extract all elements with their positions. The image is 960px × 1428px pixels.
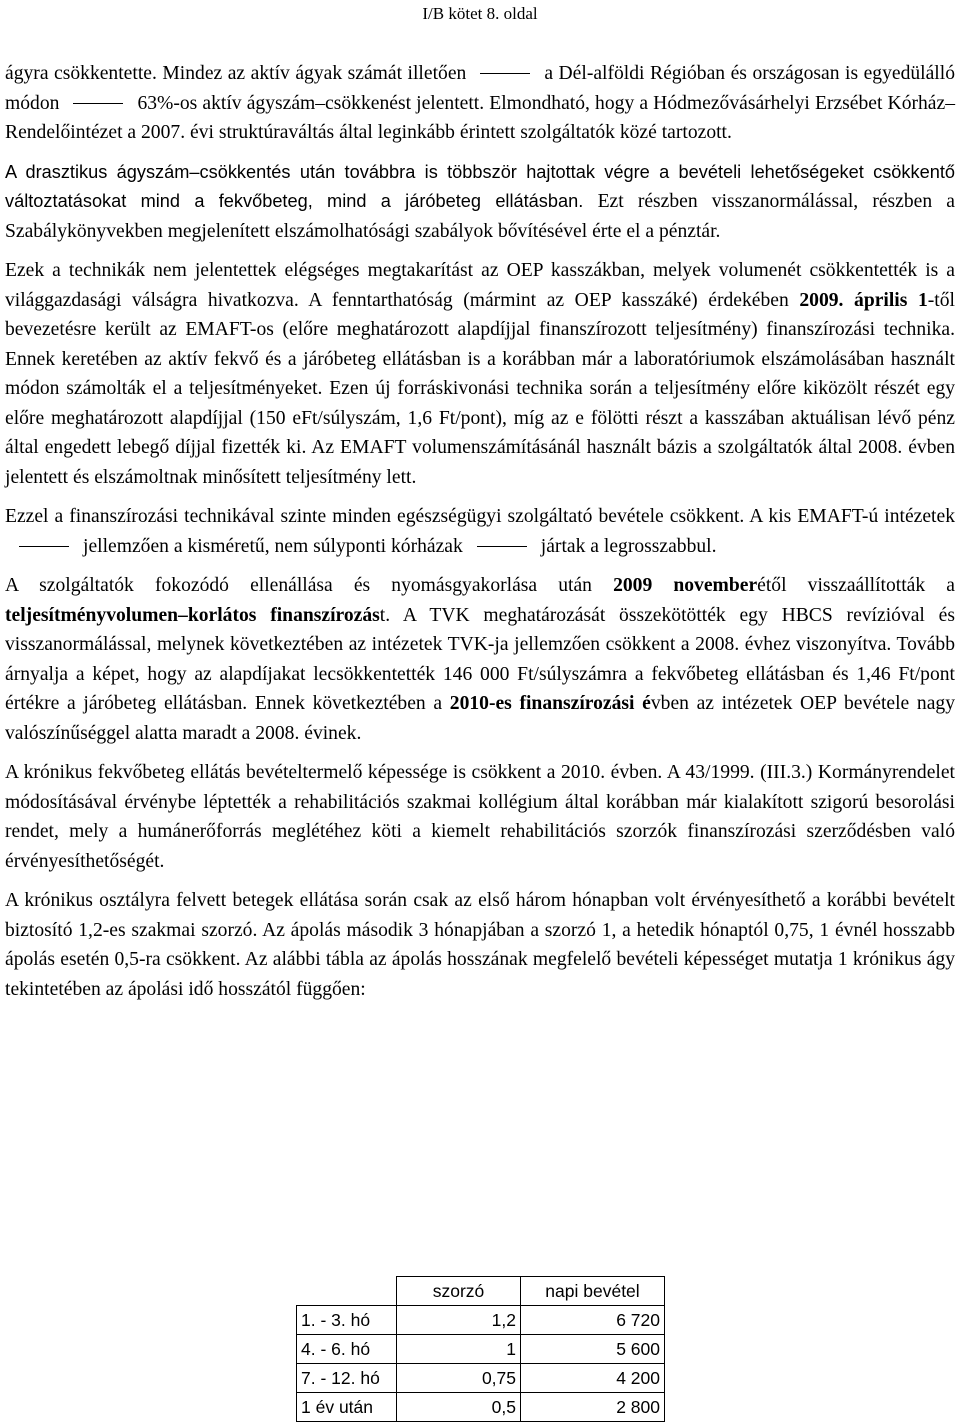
table-header-row xyxy=(297,1277,665,1306)
p2-text-a: A drasztikus ágyszám–csökkentés után továbbra is többször hajtottak végre a bevételi lehetőségeket csökkentő változtatásokat mind a fekvőbeteg, mind a járóbeteg ellátásban. xyxy=(5,161,955,211)
p3-text-c: -től bevezetésre került az EMAFT-os (előre meghatározott alapdíjjal finanszírozott teljesítmény) finanszírozási technika. Ennek keretében az aktív fekvő és a járóbeteg ellátásban is a korábban már a laboratóriumok elszámolásában használt módon számolták el a teljesítményeket. Ezen új forráskivonási technika során a teljesítmény előre kiközölt részét egy előre meghatározott alapdíjjal (150 eFt/súlyszám, 1,6 Ft/pont), míg az e fölötti részt a kasszában aktuálisan lévő pénz által engedett lebegő díjjal fizették ki. Az EMAFT volumenszámításánál használt bázis a szolgáltatók által 2008. évben jelentett és elszámoltnak minősített teljesítmény lett. xyxy=(5,289,955,488)
paragraph-4 xyxy=(5,502,955,561)
p3-bold-year: 2009. xyxy=(799,289,844,311)
table-corner-cell xyxy=(297,1277,397,1306)
row-daily-revenue: 4 200 xyxy=(521,1364,665,1393)
p4-text-b: jellemzően a kisméretű, nem súlyponti kórházak xyxy=(83,535,463,557)
paragraph-1 xyxy=(5,59,955,148)
em-dash-line xyxy=(19,546,69,547)
row-multiplier: 0,5 xyxy=(397,1393,521,1422)
table-row xyxy=(297,1306,665,1335)
p3-bold-day: 1 xyxy=(917,289,928,311)
p5-bold-year: 2010-es finanszírozási é xyxy=(449,693,651,714)
row-period: 1 év után xyxy=(297,1393,397,1422)
document-body xyxy=(5,59,955,1014)
column-header-multiplier: szorzó xyxy=(397,1277,521,1306)
p3-text-a: Ezek a technikák nem jelentettek elégséges megtakarítást az OEP kasszákban, melyek volumenét csökkentették is a világgazdasági válságra hivatkozva. A fenntarthatóság (mármint az OEP kasszáké) érdekében xyxy=(5,260,955,311)
p1-text-c: 63%-os aktív ágyszám–csökkenést jelentett. Elmondható, hogy a Hódmezővásárhelyi Erzsébet Kórház–Rendelőintézet a 2007. évi struktúraváltás által leginkább érintett szolgáltatók közé tartozott. xyxy=(5,92,955,143)
table-row xyxy=(297,1393,665,1422)
row-period: 7. - 12. hó xyxy=(297,1364,397,1393)
row-period: 1. - 3. hó xyxy=(297,1306,397,1335)
p3-bold-month: április xyxy=(854,289,908,311)
row-multiplier: 0,75 xyxy=(397,1364,521,1393)
table-row xyxy=(297,1364,665,1393)
row-multiplier: 1 xyxy=(397,1335,521,1364)
page-header: I/B kötet 8. oldal xyxy=(422,4,538,23)
p1-text-b: a Dél-alföldi Régióban és országosan is egyedülálló módon xyxy=(5,63,955,114)
paragraph-7: A krónikus osztályra felvett betegek ellátása során csak az első három hónapban volt érvényesíthető a korábbi bevételt biztosító 1,2-es szakmai szorzó. Az ápolás második 3 hónapjában a szorzó 1, a hetedik hónaptól 0,75, 1 évnél hosszabb ápolás esetén 0,5-ra csökkent. Az alábbi tábla az ápolás hosszának megfelelő bevételi képességet mutatja 1 krónikus ágy tekintetében az ápolási idő hosszától függően: xyxy=(5,890,955,1000)
p5-text-c: étől visszaállították a xyxy=(757,575,955,596)
p5-bold-date: 2009 november xyxy=(613,575,758,596)
multiplier-table xyxy=(296,1276,665,1422)
em-dash-line xyxy=(477,546,527,547)
row-daily-revenue: 5 600 xyxy=(521,1335,665,1364)
em-dash-line xyxy=(73,103,123,104)
p4-text-c: jártak a legrosszabbul. xyxy=(540,535,717,557)
row-multiplier: 1,2 xyxy=(397,1306,521,1335)
em-dash-line xyxy=(480,73,530,74)
column-header-daily-revenue: napi bevétel xyxy=(521,1277,665,1306)
row-period: 4. - 6. hó xyxy=(297,1335,397,1364)
paragraph-2 xyxy=(5,158,955,247)
p4-text-a: Ezzel a finanszírozási technikával szinte minden egészségügyi szolgáltató bevétele csökkent. A kis EMAFT-ú intézetek xyxy=(5,506,955,527)
row-daily-revenue: 2 800 xyxy=(521,1393,665,1422)
p5-text-e: t. A TVK meghatározását összekötötték egy HBCS revízióval és visszanormálással, melynek következtében az intézetek TVK-ja jellemzően csökkent a 2008. évhez viszonyítva. Tovább árnyalja a képet, hogy az alapdíjakat lecsökkentették 146 000 Ft/súlyszámra a fekvőbeteg ellátásban és 1,46 Ft/pont értékre a járóbeteg ellátásban. Ennek következtében a xyxy=(5,604,955,714)
paragraph-3 xyxy=(5,256,955,492)
paragraph-5 xyxy=(5,571,955,748)
p5-text-g: vben az intézetek OEP bevétele nagy valószínűséggel alatta maradt a 2008. évinek. xyxy=(5,693,956,744)
p5-bold-term: teljesítményvolumen–korlátos finanszírozás xyxy=(5,604,380,626)
p1-text-a: ágyra csökkentette. Mindez az aktív ágyak számát illetően xyxy=(5,63,467,84)
row-daily-revenue: 6 720 xyxy=(521,1306,665,1335)
p2-text-b: Ezt részben visszanormálással, részben a Szabálykönyvekben megjelenített elszámolhatósági szabályok bővítésével érte el a pénztár. xyxy=(5,191,955,242)
table-row xyxy=(297,1335,665,1364)
p5-text-a: A szolgáltatók fokozódó ellenállása és nyomásgyakorlása után xyxy=(5,575,592,596)
paragraph-6: A krónikus fekvőbeteg ellátás bevételtermelő képessége is csökkent a 2010. évben. A 43/1999. (III.3.) Kormányrendelet módosításával érvénybe léptették a rehabilitációs szakmai kollégium által korábban már kialakított szigorú besorolási rendet, mely a humánerőforrás meglétéhez köti a kiemelt rehabilitációs szorzók finanszírozási szerződésben való érvényesíthetőségét. xyxy=(5,762,955,872)
